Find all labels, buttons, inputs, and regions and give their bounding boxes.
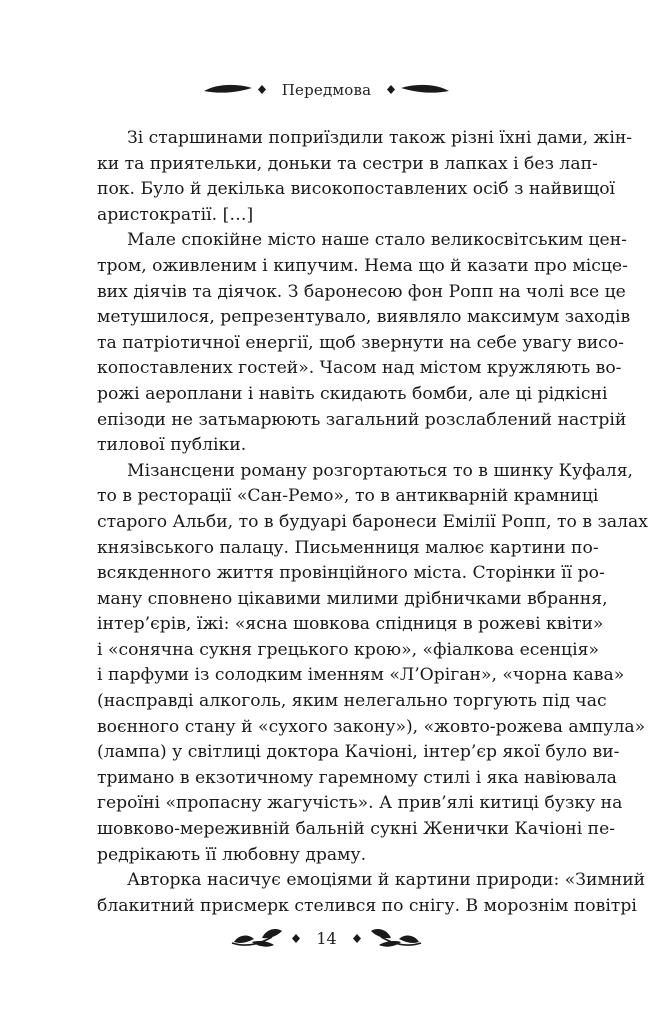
- text-line: героїні «пропасну жагучість». А прив’ялі китиці бузку на: [97, 793, 623, 814]
- text-line: тилової публіки.: [97, 435, 247, 456]
- text-line: і «сонячна сукня грецького крою», «фіалкова есенція»: [97, 639, 599, 660]
- text-line: ману сповнено цікавими милими дрібничками вбрання,: [97, 588, 608, 609]
- text-line: аристократії. […]: [97, 204, 254, 225]
- text-line: інтер’єрів, їжі: «ясна шовкова спідниця в рожеві квіти»: [97, 614, 604, 635]
- page-footer: [0, 918, 653, 958]
- paragraph: [97, 126, 633, 228]
- running-header: [0, 74, 653, 106]
- leaf-sprig-with-diamond-icon: [228, 923, 308, 953]
- text-line: (лампа) у світлиці доктора Качіоні, інтер’єр якої було ви-: [97, 742, 620, 763]
- text-line: то в ресторації «Сан-Ремо», то в антикварній крамниці: [97, 486, 599, 507]
- text-line: та патріотичної енергії, щоб звернути на себе увагу висо-: [97, 332, 624, 353]
- running-header-title: Передмова: [281, 81, 372, 99]
- text-line: епізоди не затьмарюють загальний розслаблений настрій: [97, 409, 627, 430]
- text-line: (насправді алкоголь, яким нелегально торгують під час: [97, 691, 607, 712]
- text-line: рожі аероплани і навіть скидають бомби, але ці рідкісні: [97, 383, 608, 404]
- text-line: блакитний присмерк стелився по снігу. В морознім повітрі: [97, 895, 637, 916]
- text-line: тримано в екзотичному гаремному стилі і яка навіювала: [97, 767, 617, 788]
- text-line: ки та приятельки, доньки та сестри в лапках і без лап-: [97, 153, 598, 174]
- text-line: метушилося, репрезентувало, виявляло максимум заходів: [97, 307, 631, 328]
- paragraph: [97, 459, 648, 869]
- text-line: Мале спокійне місто наше стало великосвітським цен-: [127, 230, 627, 251]
- leaf-swoosh-with-diamond-icon: [381, 82, 451, 98]
- text-line: вих діячів та діячок. З баронесою фон Ропп на чолі все це: [97, 281, 626, 302]
- paragraph: [97, 228, 631, 458]
- text-line: Зі старшинами поприїздили також різні їхні дами, жін-: [127, 128, 633, 148]
- text-line: копоставлених гостей». Часом над містом кружляють во-: [97, 358, 622, 379]
- paragraph: [97, 868, 646, 919]
- text-line: Мізансцени роману розгортаються то в шинку Куфаля,: [127, 460, 633, 481]
- text-line: тром, оживленим і кипучим. Нема що й казати про місце-: [97, 255, 628, 276]
- text-line: шовково-мереживній бальній сукні Женички Качіоні пе-: [97, 819, 616, 840]
- leaf-swoosh-with-diamond-icon: [202, 82, 272, 98]
- text-line: всякденного життя провінційного міста. Сторінки її ро-: [97, 563, 605, 584]
- text-line: редрікають її любовну драму.: [97, 844, 367, 865]
- text-line: старого Альби, то в будуарі баронеси Емілії Ропп, то в залах: [97, 511, 648, 532]
- text-line: князівського палацу. Письменниця малює картини по-: [97, 537, 599, 558]
- leaf-sprig-with-diamond-icon: [345, 923, 425, 953]
- text-line: воєнного стану й «сухого закону»), «жовто-рожева ампула»: [97, 716, 646, 737]
- body-text: [97, 126, 648, 919]
- page-number: 14: [316, 928, 337, 948]
- text-line: Авторка насичує емоціями й картини природи: «Зимний: [127, 870, 646, 891]
- text-line: і парфуми із солодким іменням «Л’Оріган», «чорна кава»: [97, 665, 625, 686]
- text-line: пок. Було й декілька високопоставлених осіб з найвищої: [97, 179, 616, 200]
